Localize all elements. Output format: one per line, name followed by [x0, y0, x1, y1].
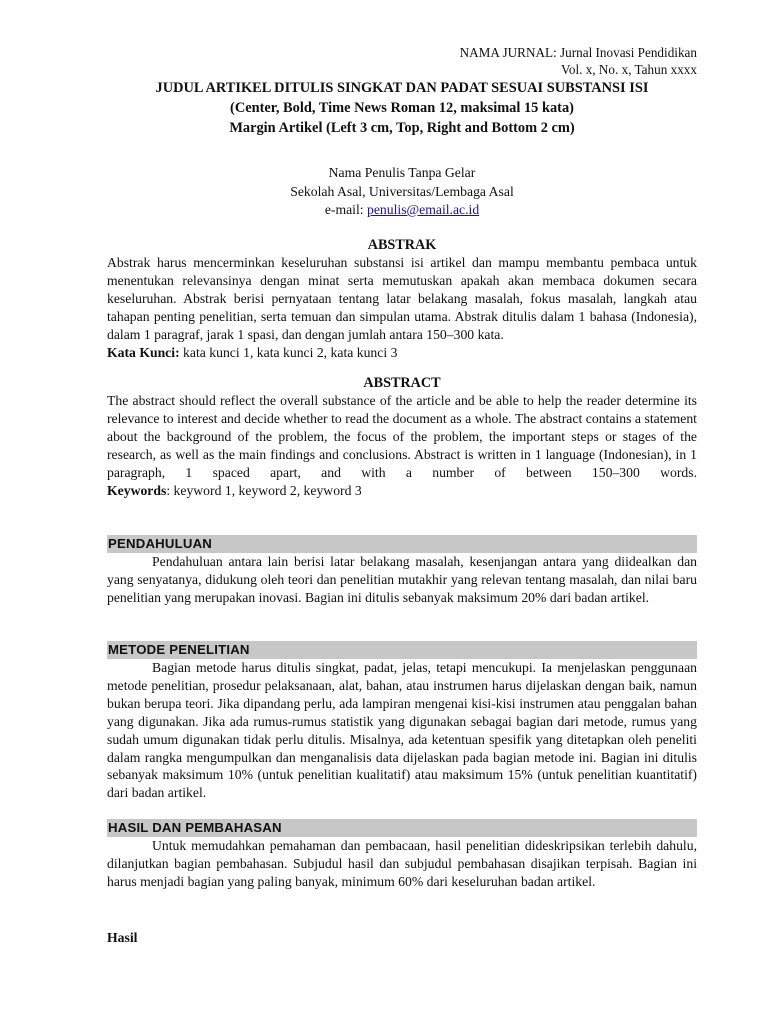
kata-kunci-line	[107, 344, 697, 362]
author-email-link[interactable]: penulis@email.ac.id	[367, 202, 480, 217]
abstract-heading: ABSTRACT	[363, 375, 441, 391]
title-format-note: (Center, Bold, Time News Roman 12, maksimal 15 kata)	[230, 100, 574, 116]
kata-kunci-values: kata kunci 1, kata kunci 2, kata kunci 3	[183, 344, 398, 360]
metode-section	[107, 641, 697, 802]
article-title-block	[107, 78, 697, 138]
journal-name: NAMA JURNAL: Jurnal Inovasi Pendidikan	[459, 45, 697, 60]
author-name: Nama Penulis Tanpa Gelar	[328, 165, 476, 180]
journal-header	[107, 44, 697, 78]
keywords-label: Keywords	[107, 482, 167, 498]
metode-heading: METODE PENELITIAN	[107, 641, 697, 659]
article-title: JUDUL ARTIKEL DITULIS SINGKAT DAN PADAT SESUAI SUBSTANSI ISI	[155, 80, 649, 96]
keywords-values: : keyword 1, keyword 2, keyword 3	[166, 482, 362, 498]
kata-kunci-label: Kata Kunci:	[107, 344, 180, 360]
hasil-pembahasan-text: Untuk memudahkan pemahaman dan pembacaan, hasil penelitian dideskripsikan terlebih dahulu, dilanjutkan bagian pembahasan. Subjudul hasil dan subjudul pembahasan disajikan terpisah. Bagian ini harus menjadi bagian yang paling banyak, minimum 60% dari keseluruhan badan artikel.	[107, 838, 697, 889]
pendahuluan-heading: PENDAHULUAN	[107, 535, 697, 553]
author-email-line	[107, 201, 697, 220]
email-label: e-mail:	[324, 202, 364, 217]
margin-note: Margin Artikel (Left 3 cm, Top, Right and Bottom 2 cm)	[229, 120, 575, 136]
metode-text: Bagian metode harus ditulis singkat, padat, jelas, tetapi mencukupi. Ia menjelaskan penggunaan metode penelitian, prosedur pelaksanaan, alat, bahan, atau instrumen harus dijelaskan dengan baik, namun bukan berupa teori. Jika dipandang perlu, ada lampiran mengenai kisi-kisi instrumen atau penggalan bahan yang digunakan. Jika ada rumus-rumus statistik yang digunakan sebagai bagian dari metode, rumus yang sudah umum digunakan tidak perlu ditulis. Misalnya, ada ketentuan spesifik yang ditetapkan oleh peneliti dalam rangka mengumpulkan dan menganalisis data dijelaskan pada bagian metode ini. Bagian ini ditulis sebanyak maksimum 10% (untuk penelitian kualitatif) atau maksimum 15% (untuk penelitian kuantitatif) dari badan artikel.	[107, 660, 697, 801]
hasil-subheading: Hasil	[107, 930, 138, 945]
journal-volume: Vol. x, No. x, Tahun xxxx	[561, 62, 697, 77]
abstrak-section	[107, 236, 697, 362]
pendahuluan-section	[107, 535, 697, 607]
abstrak-heading: ABSTRAK	[367, 237, 437, 253]
hasil-pembahasan-section	[107, 819, 697, 891]
abstrak-text: Abstrak harus mencerminkan keseluruhan substansi isi artikel dan mampu membantu pembaca untuk menentukan relevansinya dengan minat serta memutuskan apakah akan membaca dokumen secara keseluruhan. Abstrak berisi pernyataan tentang latar belakang masalah, fokus masalah, langkah atau tahapan penting penelitian, serta temuan dan simpulan utama. Abstrak ditulis dalam 1 bahasa (Indonesia), dalam 1 paragraf, jarak 1 spasi, dan dengan jumlah antara 150–300 kata.	[107, 255, 697, 342]
abstract-text: The abstract should reflect the overall substance of the article and be able to help the reader determine its relevance to interest and decide whether to read the document as a whole. The abstract contains a statement about the background of the problem, the focus of the problem, the important steps or stages of the research, as well as the main findings and conclusions. Abstract is written in 1 language (Indonesian), in 1 paragraph, 1 spaced apart, and with a number of between 150–300 words.	[107, 393, 697, 480]
author-block	[107, 164, 697, 220]
abstract-section	[107, 374, 697, 500]
author-affiliation: Sekolah Asal, Universitas/Lembaga Asal	[290, 183, 514, 199]
hasil-pembahasan-heading: HASIL DAN PEMBAHASAN	[107, 819, 697, 837]
keywords-line	[107, 482, 697, 500]
pendahuluan-text: Pendahuluan antara lain berisi latar belakang masalah, kesenjangan antara yang diidealkan dan yang senyatanya, didukung oleh teori dan penelitian mutakhir yang relevan tentang masalah, dan nilai baru penelitian yang merupakan inovasi. Bagian ini ditulis sebanyak maksimum 20% dari badan artikel.	[107, 554, 697, 605]
